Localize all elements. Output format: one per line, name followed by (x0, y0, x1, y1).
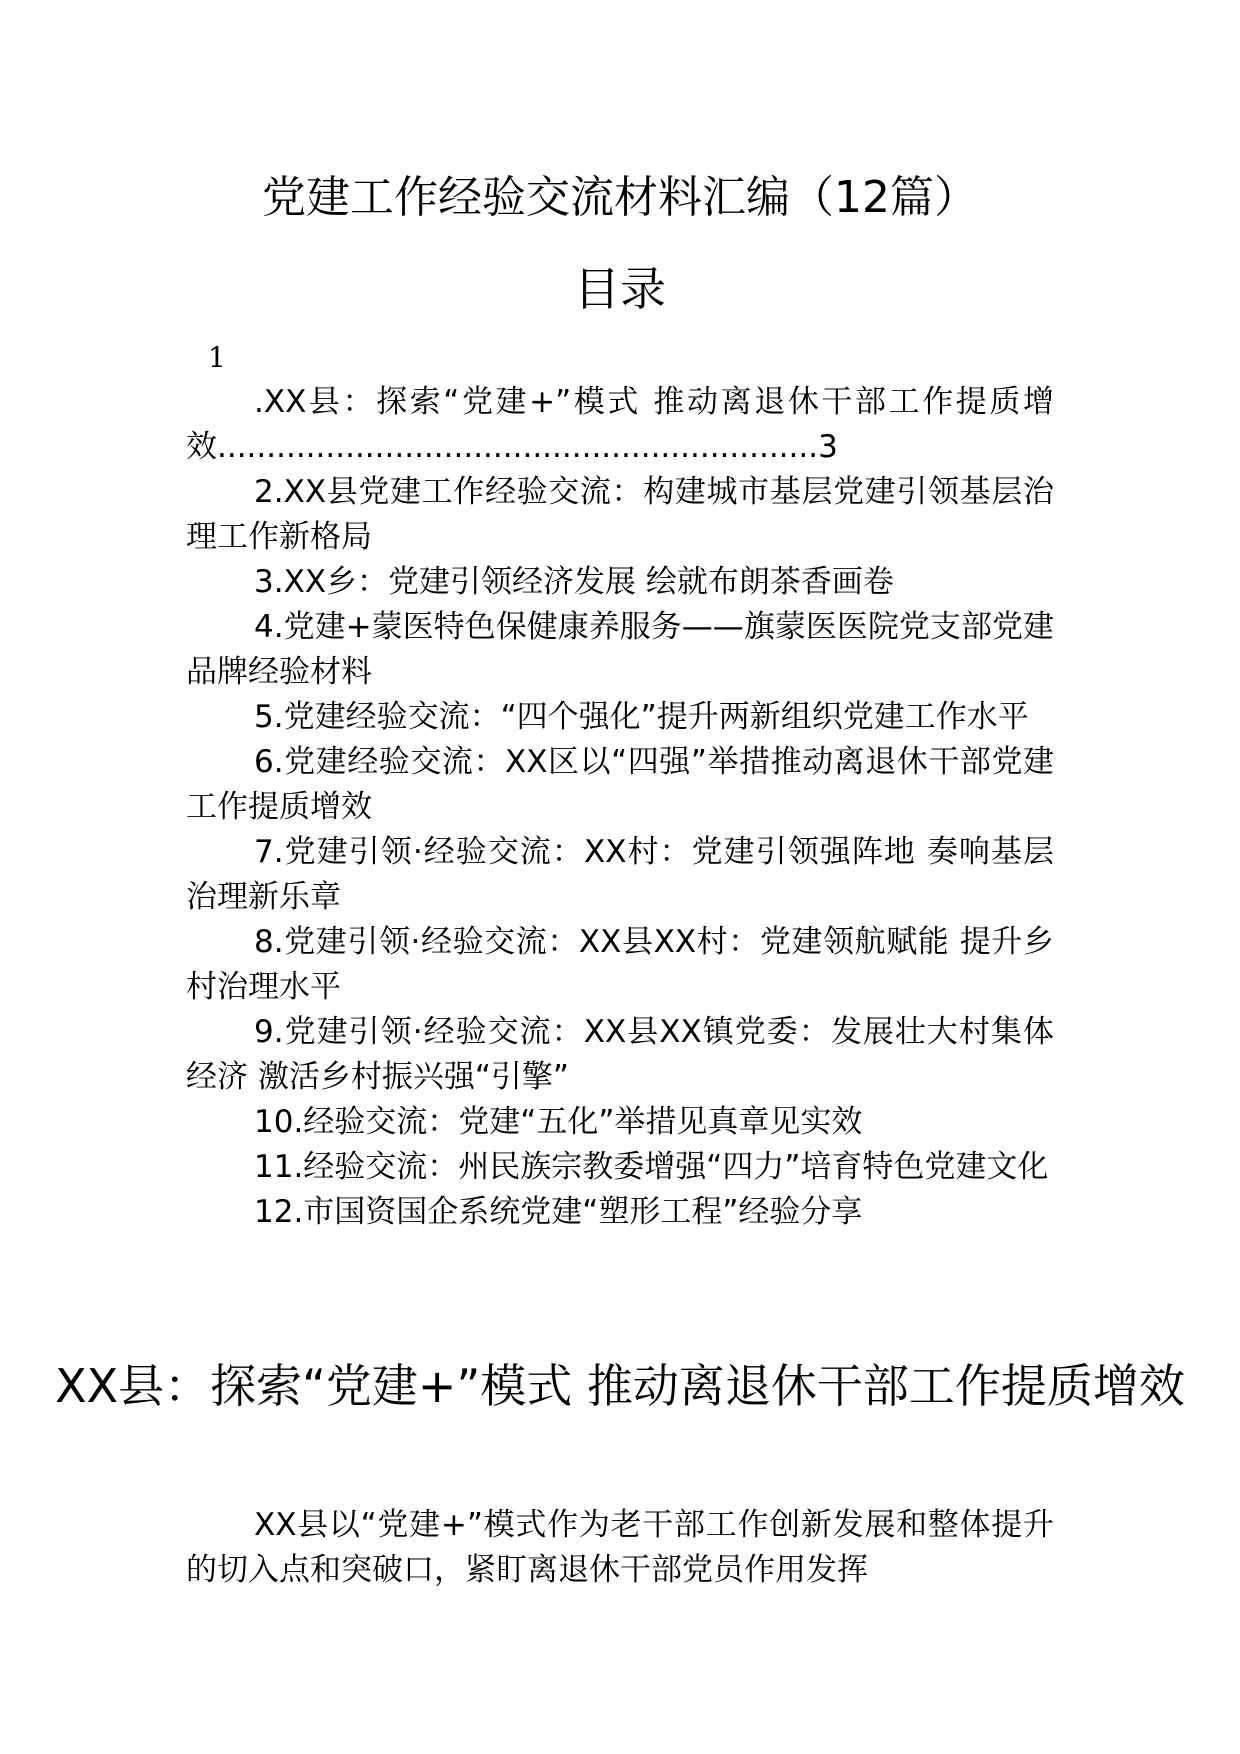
toc-entry-1[interactable] (186, 380, 1054, 470)
body-paragraph: XX县以“党建+”模式作为老干部工作创新发展和整体提升的切入点和突破口，紧盯离退休干部党员作用发挥 (186, 1507, 1054, 1588)
toc-page-number: 3 (818, 429, 838, 465)
toc-entry-9[interactable]: 9.党建引领·经验交流：XX县XX镇党委：发展壮大村集体经济 激活乡村振兴强“引擎” (186, 1014, 1054, 1095)
toc-entry-5[interactable]: 5.党建经验交流：“四个强化”提升两新组织党建工作水平 (254, 699, 1029, 735)
toc-entry-8[interactable]: 8.党建引领·经验交流：XX县XX村：党建领航赋能 提升乡村治理水平 (186, 924, 1054, 1005)
toc-entry-text: .XX县：探索“党建+”模式 推动离退休干部工作提质增效 (186, 384, 1054, 465)
toc-first-number: 1 (208, 341, 226, 374)
toc-entry-4[interactable]: 4.党建+蒙医特色保健康养服务——旗蒙医医院党支部党建品牌经验材料 (186, 609, 1054, 690)
toc-entry-7[interactable]: 7.党建引领·经验交流：XX村：党建引领强阵地 奏响基层治理新乐章 (186, 834, 1054, 915)
toc-entry-2[interactable]: 2.XX县党建工作经验交流：构建城市基层党建引领基层治理工作新格局 (186, 474, 1054, 555)
toc-entry-6[interactable]: 6.党建经验交流：XX区以“四强”举措推动离退休干部党建工作提质增效 (186, 744, 1054, 825)
table-of-contents (186, 380, 1054, 1235)
toc-leader-dots: ............................................................. (217, 429, 819, 465)
toc-entry-10[interactable]: 10.经验交流：党建“五化”举措见真章见实效 (254, 1104, 863, 1140)
toc-entry-3[interactable]: 3.XX乡：党建引领经济发展 绘就布朗茶香画卷 (254, 564, 894, 600)
section-title: XX县：探索“党建+”模式 推动离退休干部工作提质增效 (55, 1359, 1185, 1413)
toc-heading: 目录 (574, 262, 666, 316)
toc-entry-11[interactable]: 11.经验交流：州民族宗教委增强“四力”培育特色党建文化 (254, 1149, 1049, 1185)
document-title: 党建工作经验交流材料汇编（12篇） (262, 172, 978, 223)
toc-entry-12[interactable]: 12.市国资国企系统党建“塑形工程”经验分享 (254, 1194, 863, 1230)
